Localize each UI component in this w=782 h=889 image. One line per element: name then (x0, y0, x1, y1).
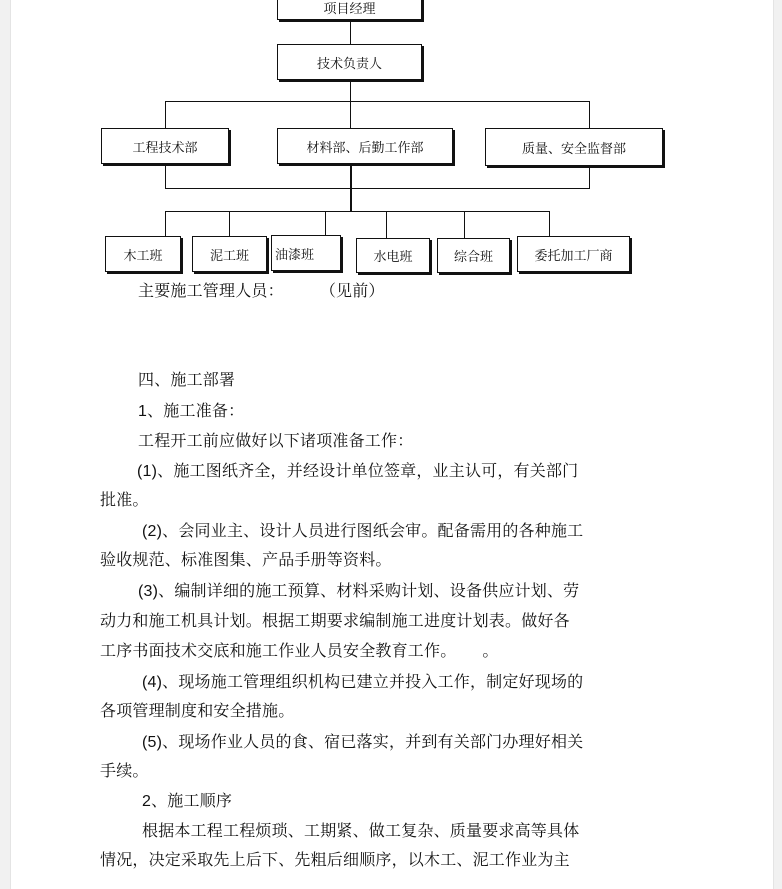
list-item-text: 、现场作业人员的食、宿已落实，并到有关部门办理好相关 (162, 732, 584, 751)
subsection-heading (138, 401, 244, 422)
list-item-number: (3) (138, 583, 159, 600)
connector-line (229, 211, 230, 236)
org-box-tech-lead (277, 44, 422, 80)
list-item-1-line2: 批准。 (100, 490, 149, 509)
org-box-team-general (437, 238, 510, 273)
list-item-2-line2: 验收规范、标准图集、产品手册等资料。 (100, 550, 392, 569)
subsection-number: 2 (142, 793, 152, 810)
list-item-number: (1) (137, 463, 158, 480)
subsection-number: 1 (138, 403, 148, 420)
org-box-label: 材料部、后勤工作部 (306, 140, 424, 156)
subsection-title: 、施工顺序 (151, 791, 233, 810)
list-item-2-line1 (142, 521, 583, 542)
connector-line (350, 164, 352, 212)
connector-line (589, 101, 590, 128)
org-box-label: 技术负责人 (316, 56, 382, 72)
list-item-text: 、施工图纸齐全，并经设计单位签章，业主认可，有关部门 (157, 461, 579, 480)
connector-line (165, 164, 166, 189)
paragraph-line1: 根据本工程工程烦琐、工期紧、做工复杂、质量要求高等具体 (142, 821, 580, 840)
org-box-label: 质量、安全监督部 (521, 141, 626, 157)
org-box-team-plumbing-electrical (356, 238, 430, 273)
connector-line (165, 101, 589, 102)
connector-line (386, 211, 387, 238)
staff-line (138, 281, 385, 301)
list-item-5-line2: 手续。 (100, 761, 149, 780)
org-box-label: 木工班 (123, 248, 163, 264)
org-box-label: 综合班 (453, 250, 493, 265)
section-heading: 四、施工部署 (138, 370, 236, 389)
connector-line (165, 211, 549, 212)
org-box-label: 委托加工厂商 (534, 248, 613, 264)
connector-line (325, 211, 326, 235)
document-page (10, 0, 774, 889)
org-box-quality-dept (485, 128, 663, 166)
org-box-engineering-dept (101, 128, 229, 164)
connector-line (464, 211, 465, 238)
connector-line (549, 211, 550, 236)
org-box-label: 泥工班 (209, 248, 249, 264)
org-box-team-painting (271, 235, 341, 271)
list-item-5-line1 (142, 732, 583, 753)
staff-label: 主要施工管理人员： (138, 281, 284, 300)
org-box-materials-dept (277, 128, 453, 164)
intro-paragraph: 工程开工前应做好以下诸项准备工作： (138, 431, 414, 450)
paragraph-line2: 情况，决定采取先上后下、先粗后细顺序，以木工、泥工作业为主 (100, 850, 570, 869)
list-item-text: 、编制详细的施工预算、材料采购计划、设备供应计划、劳 (158, 581, 580, 600)
list-item-3-line1 (138, 581, 579, 602)
org-box-team-contractors (517, 236, 630, 272)
list-item-text: 工序书面技术交底和施工作业人员安全教育工作。 (100, 641, 449, 660)
org-box-label: 水电班 (373, 250, 413, 265)
list-item-number: (2) (142, 523, 163, 540)
org-box-label: 项目经理 (323, 2, 376, 17)
connector-line (165, 101, 166, 128)
connector-line (165, 188, 589, 189)
connector-line (350, 80, 351, 101)
list-item-4-line2: 各项管理制度和安全措施。 (100, 701, 295, 720)
subsection-title: 、施工准备： (147, 401, 245, 420)
list-item-number: (4) (142, 674, 163, 691)
stray-punctuation: 。 (482, 641, 499, 660)
org-box-team-carpentry (105, 236, 181, 272)
org-box-label: 油漆班 (275, 247, 315, 263)
connector-line (165, 211, 166, 236)
list-item-4-line1 (142, 672, 583, 693)
connector-line (350, 101, 351, 128)
list-item-number: (5) (142, 734, 163, 751)
connector-line (589, 166, 590, 189)
org-box-project-manager (277, 0, 422, 20)
list-item-3-line3 (100, 641, 499, 661)
list-item-1-line1 (137, 461, 578, 482)
list-item-3-line2: 动力和施工机具计划。根据工期要求编制施工进度计划表。做好各 (100, 611, 570, 630)
org-box-team-masonry (192, 236, 267, 272)
subsection-heading (142, 791, 232, 812)
connector-line (350, 20, 351, 44)
list-item-text: 、会同业主、设计人员进行图纸会审。配备需用的各种施工 (162, 521, 584, 540)
staff-value: （见前） (327, 281, 385, 300)
org-box-label: 工程技术部 (132, 140, 198, 156)
list-item-text: 、现场施工管理组织机构已建立并投入工作，制定好现场的 (162, 672, 584, 691)
